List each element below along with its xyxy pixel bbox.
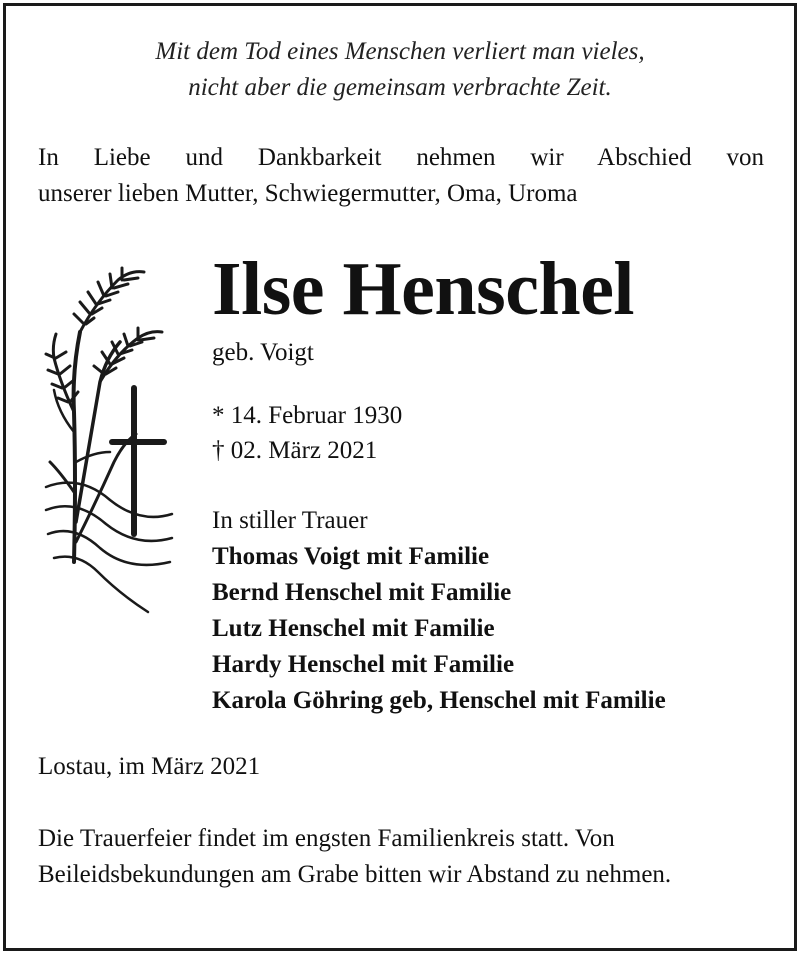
memorial-quote-line-2: nicht aber die gemeinsam verbrachte Zeit. bbox=[188, 74, 612, 101]
mourner-family: Karola Göhring geb, Henschel mit Familie bbox=[212, 687, 666, 714]
obituary-notice bbox=[3, 3, 797, 951]
farewell-intro bbox=[38, 140, 764, 212]
mourner-family: Hardy Henschel mit Familie bbox=[212, 651, 515, 678]
mourners-list bbox=[212, 503, 666, 719]
mourner-family: Bernd Henschel mit Familie bbox=[212, 579, 512, 606]
farewell-intro-line-2: unserer lieben Mutter, Schwiegermutter, Oma, Uroma bbox=[38, 180, 578, 207]
mourners-intro: In stiller Trauer bbox=[212, 507, 368, 534]
death-date: † 02. März 2021 bbox=[212, 437, 378, 464]
memorial-quote-line-1: Mit dem Tod eines Menschen verliert man vieles, bbox=[155, 38, 645, 65]
memorial-quote bbox=[6, 34, 794, 106]
deceased-maiden-name: geb. Voigt bbox=[212, 339, 314, 366]
mourner-family: Thomas Voigt mit Familie bbox=[212, 543, 490, 570]
wheat-and-cross-icon bbox=[40, 262, 180, 622]
deceased-name: Ilse Henschel bbox=[212, 247, 635, 331]
farewell-intro-line-1: In Liebe und Dankbarkeit nehmen wir Abschied von bbox=[38, 144, 764, 171]
life-dates bbox=[212, 398, 402, 468]
mourner-family: Lutz Henschel mit Familie bbox=[212, 615, 495, 642]
place-and-date: Lostau, im März 2021 bbox=[38, 753, 261, 780]
birth-date: * 14. Februar 1930 bbox=[212, 402, 403, 429]
funeral-note: Die Trauerfeier findet im engsten Familienkreis statt. Von Beileidsbekundungen am Grabe bitten wir Abstand zu nehmen. bbox=[38, 825, 672, 888]
